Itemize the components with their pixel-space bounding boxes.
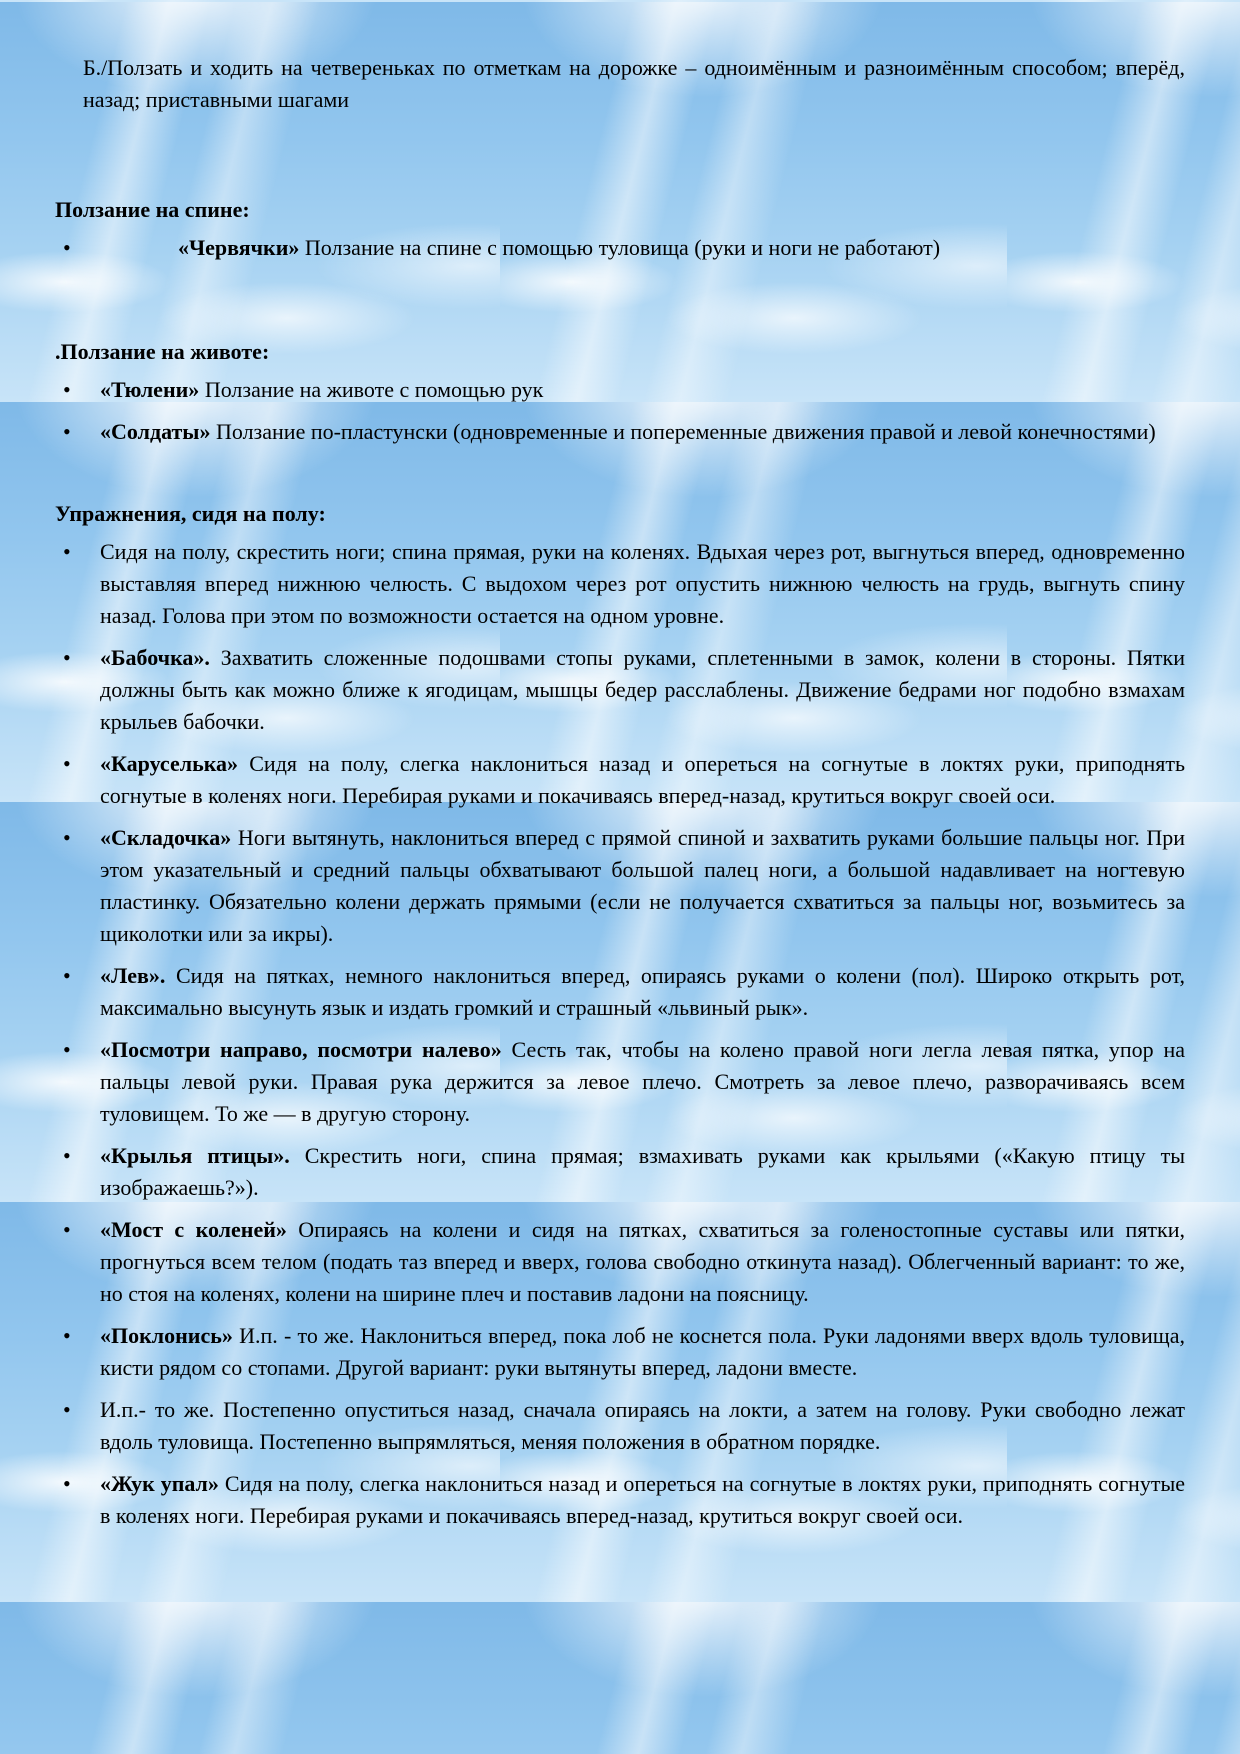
bullet-icon: •: [63, 1471, 71, 1496]
item-label: «Лев».: [100, 963, 166, 988]
item-text: Ползание по-пластунски (одновременные и попеременные движения правой и левой конечностями): [215, 419, 1156, 444]
bullet-icon: •: [63, 1217, 71, 1242]
item-text: Сесть так, чтобы на колено правой ноги легла левая пятка, упор на пальцы левой руки. Правая рука держится за левое плечо. Смотреть за левое плечо, разворачиваясь всем туловищем. То же — в другую сторону.: [100, 1037, 1186, 1126]
item-label: «Каруселька»: [100, 751, 239, 776]
bullet-icon: •: [63, 1143, 71, 1168]
list-item: [55, 1320, 1185, 1384]
list-item: [55, 374, 1185, 406]
bullet-icon: •: [63, 419, 71, 444]
item-label: «Тюлени»: [100, 377, 200, 402]
list-item: [55, 1140, 1185, 1204]
bullet-icon: •: [63, 825, 71, 850]
list-item: [55, 960, 1185, 1024]
item-text: Сидя на полу, слегка наклониться назад и опереться на согнутые в локтях руки, приподнять согнутые в коленях ноги. Перебирая руками и покачиваясь вперед-назад, крутиться вокруг своей оси.: [100, 751, 1185, 808]
list-item: [55, 822, 1185, 950]
item-label: «Жук упал»: [100, 1471, 219, 1496]
item-label: «Поклонись»: [100, 1323, 233, 1348]
list-item: [55, 748, 1185, 812]
list-item: [55, 1214, 1185, 1310]
section-heading-sitting-exercises: Упражнения, сидя на полу:: [55, 501, 326, 526]
list-item: [55, 1468, 1185, 1532]
bullet-icon: •: [63, 963, 71, 988]
item-label: «Складочка»: [100, 825, 232, 850]
list-item: [55, 232, 1185, 264]
bullet-icon: •: [63, 645, 71, 670]
exercise-list-crawl-on-belly: [55, 374, 1185, 448]
item-text: Сидя на пятках, немного наклониться вперед, опираясь руками о колени (пол). Широко открыть рот, максимально высунуть язык и издать громкий и страшный «львиный рык».: [100, 963, 1185, 1020]
item-text: Ноги вытянуть, наклониться вперед с прямой спиной и захватить руками большие пальцы ног. При этом указательный и средний пальцы обхватывают большой палец ноги, а большой надавливает на ногтевую пластинку. Обязательно колени держать прямыми (если не получается схватиться за пальцы ног, возьмитесь за щиколотки или за икры).: [100, 825, 1185, 946]
item-text: Ползание на спине с помощью туловища (руки и ноги не работают): [304, 235, 941, 260]
list-item: [55, 642, 1185, 738]
item-label: «Крылья птицы».: [100, 1143, 290, 1168]
bullet-icon: •: [63, 1323, 71, 1348]
bullet-icon: •: [63, 539, 71, 564]
item-text: И.п. - то же. Наклониться вперед, пока лоб не коснется пола. Руки ладонями вверх вдоль туловища, кисти рядом со стопами. Другой вариант: руки вытянуты вперед, ладони вместе.: [100, 1323, 1186, 1380]
bullet-icon: •: [63, 1037, 71, 1062]
item-label: «Посмотри направо, посмотри налево»: [100, 1037, 502, 1062]
exercise-list-sitting: [55, 536, 1185, 1532]
bullet-icon: •: [63, 377, 71, 402]
list-item: [55, 536, 1185, 632]
item-label: «Мост с коленей»: [100, 1217, 287, 1242]
item-label: «Солдаты»: [100, 419, 211, 444]
item-text: Сидя на полу, слегка наклониться назад и опереться на согнутые в локтях руки, приподнять согнутые в коленях ноги. Перебирая руками и покачиваясь вперед-назад, крутиться вокруг своей оси.: [100, 1471, 1185, 1528]
item-text: И.п.- то же. Постепенно опуститься назад, сначала опираясь на локти, а затем на голову. Руки свободно лежат вдоль туловища. Постепенно выпрямляться, меняя положения в обратном порядке.: [100, 1397, 1185, 1454]
item-text: Сидя на полу, скрестить ноги; спина прямая, руки на коленях. Вдыхая через рот, выгнуться вперед, одновременно выставляя вперед нижнюю челюсть. С выдохом через рот опустить нижнюю челюсть на грудь, выгнуть спину назад. Голова при этом по возможности остается на одном уровне.: [100, 539, 1185, 628]
item-text: Опираясь на колени и сидя на пятках, схватиться за голеностопные суставы или пятки, прогнуться всем телом (подать таз вперед и вверх, голова свободно откинута назад). Облегченный вариант: то же, но стоя на коленях, колени на ширине плеч и поставив ладони на поясницу.: [100, 1217, 1186, 1306]
bullet-icon: •: [63, 235, 71, 260]
list-item: [55, 1034, 1185, 1130]
exercise-list-crawl-on-back: [55, 232, 1185, 264]
bullet-icon: •: [63, 1397, 71, 1422]
item-text: Ползание на животе с помощью рук: [204, 377, 544, 402]
list-item: [55, 1394, 1185, 1458]
section-heading-crawl-on-back: Ползание на спине:: [55, 197, 250, 222]
item-text: Захватить сложенные подошвами стопы руками, сплетенными в замок, колени в стороны. Пятки должны быть как можно ближе к ягодицам, мышцы бедер расслаблены. Движение бедрами ног подобно взмахам крыльев бабочки.: [100, 645, 1186, 734]
item-text: Скрестить ноги, спина прямая; взмахивать руками как крыльями («Какую птицу ты изображаешь?»).: [100, 1143, 1185, 1200]
intro-paragraph: Б./Ползать и ходить на четвереньках по отметкам на дорожке – одноимённым и разноимённым способом; вперёд, назад; приставными шагами: [83, 55, 1185, 112]
item-label: «Бабочка».: [100, 645, 210, 670]
item-label: «Червячки»: [178, 235, 300, 260]
list-item: [55, 416, 1185, 448]
section-heading-crawl-on-belly: .Ползание на животе:: [55, 339, 270, 364]
bullet-icon: •: [63, 751, 71, 776]
